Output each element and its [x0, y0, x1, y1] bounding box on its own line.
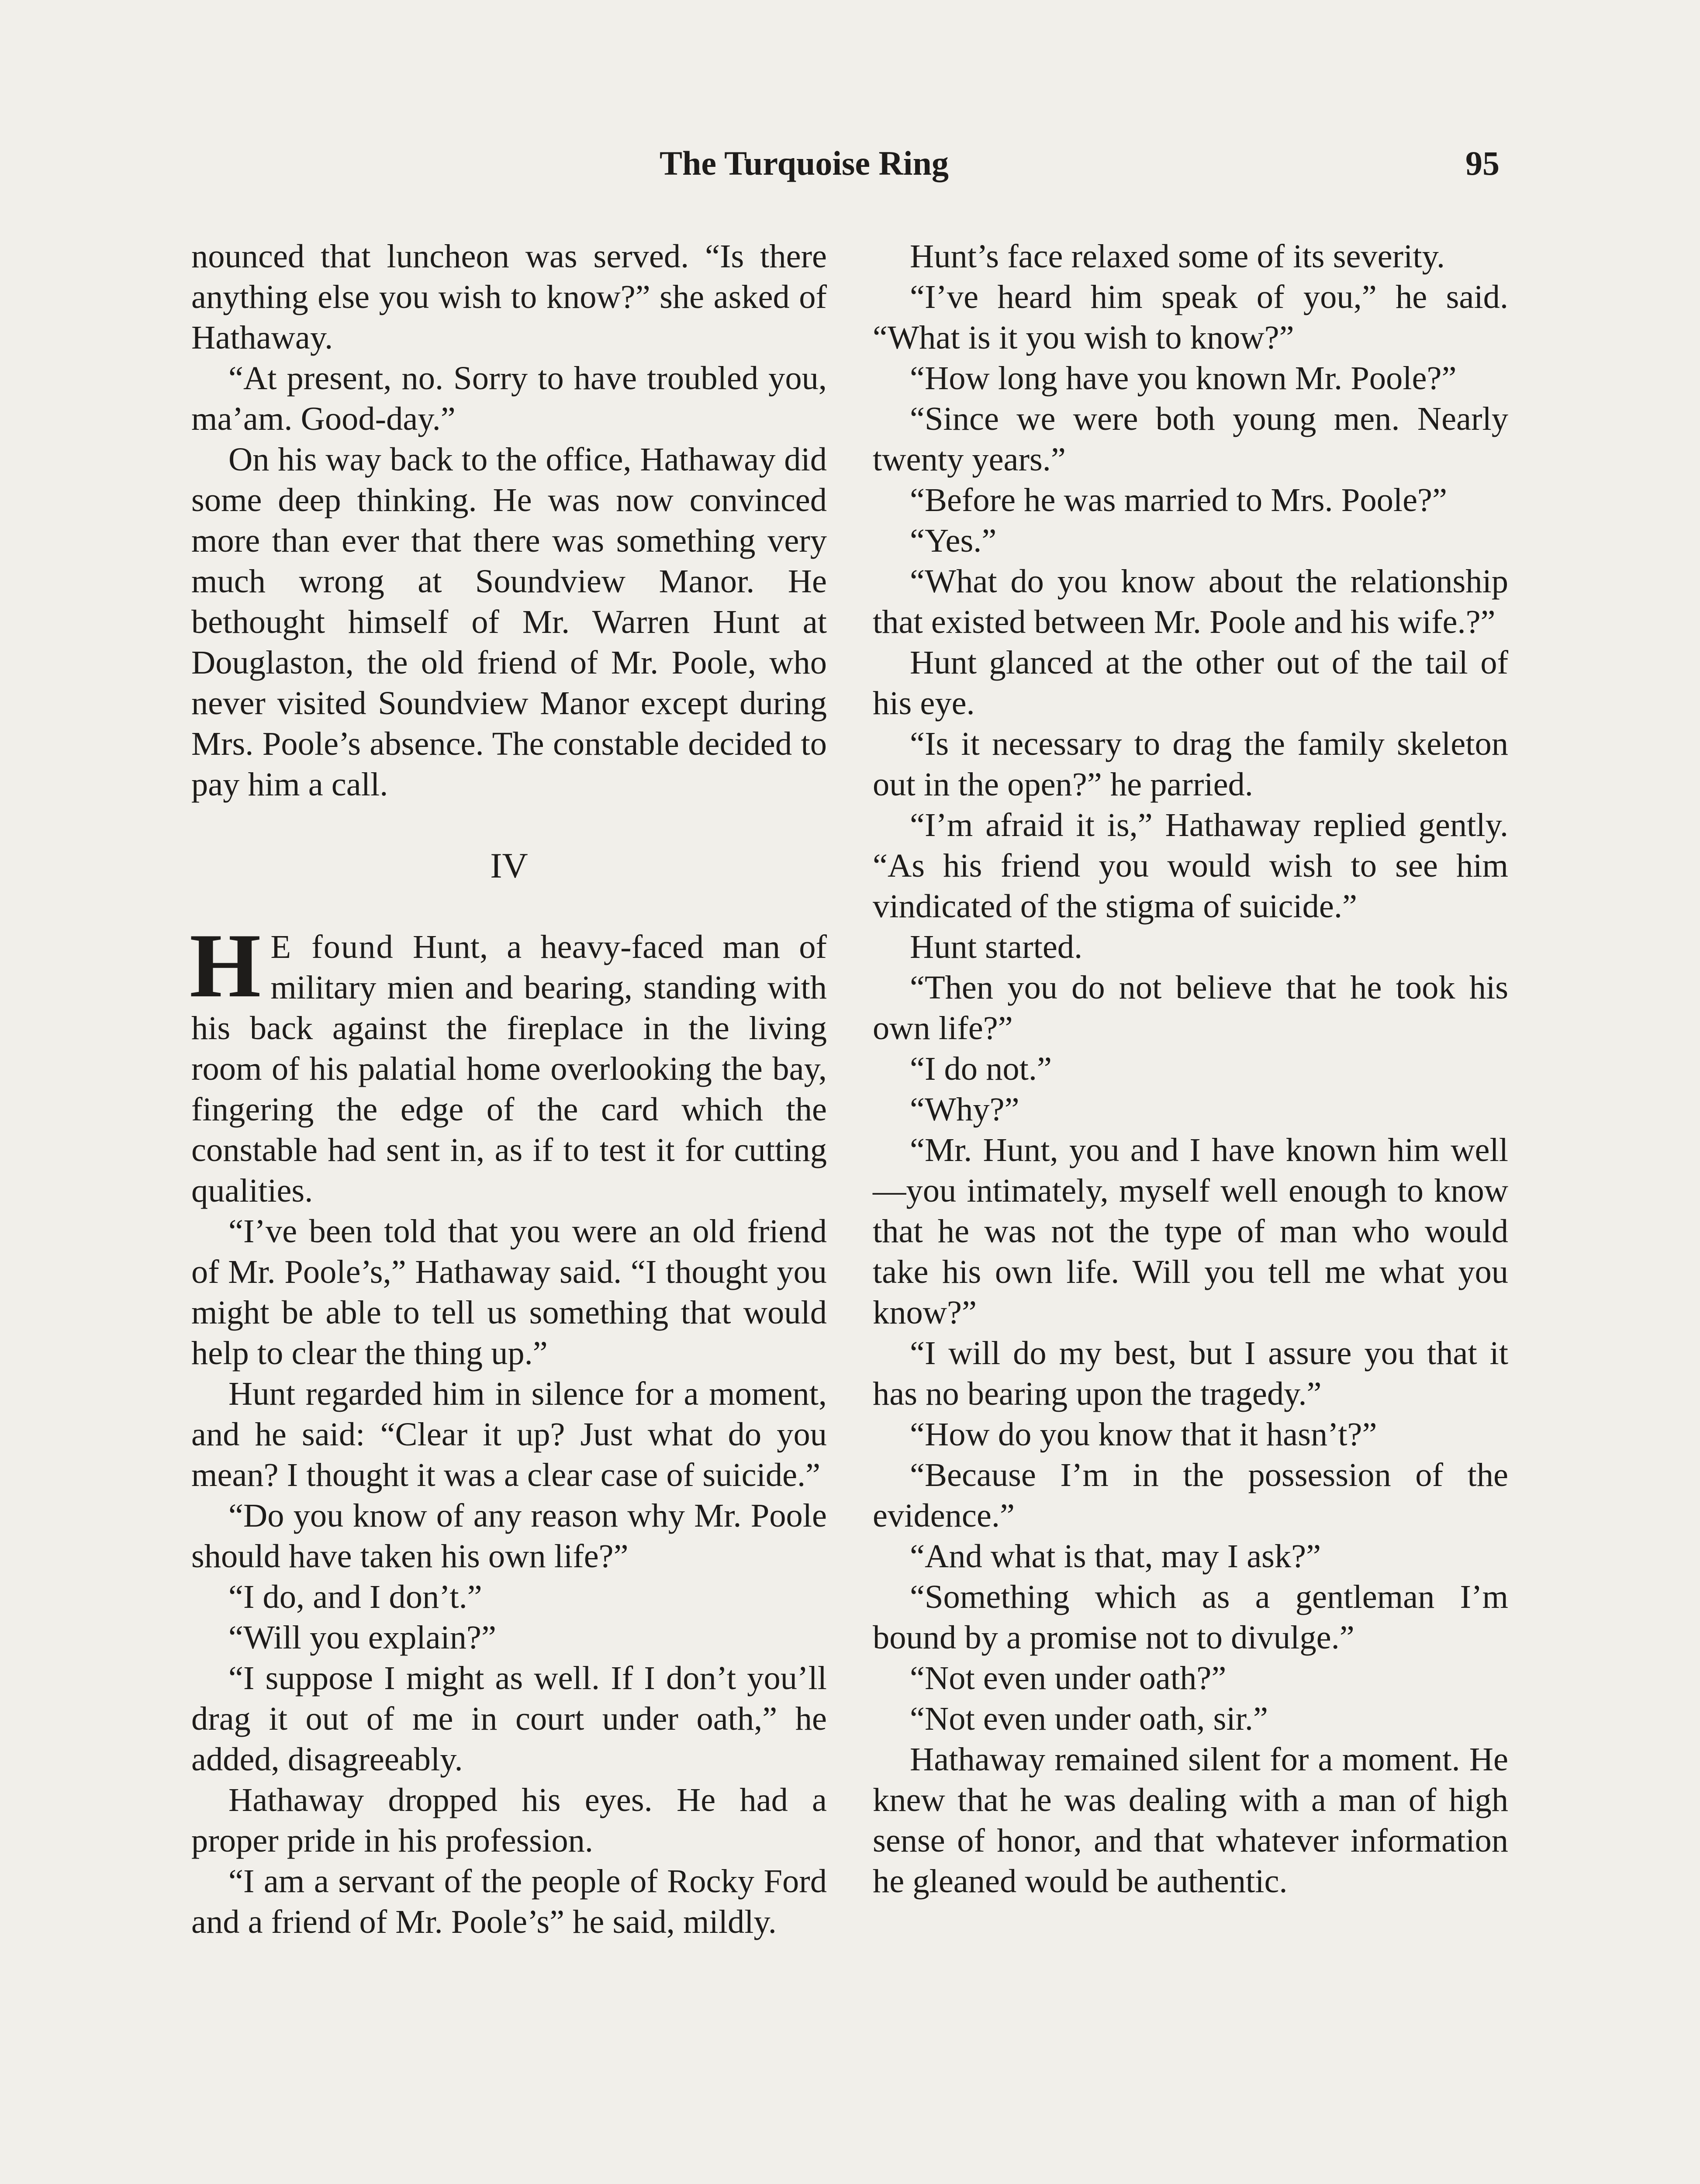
paragraph: Hathaway remained silent for a moment. He knew that he was dealing with a man of high sense of honor, and that whatever information he gleaned would be authentic.: [873, 1741, 1508, 1900]
paragraph: “How long have you known Mr. Poole?”: [910, 359, 1457, 397]
paragraph: “Mr. Hunt, you and I have known him well—you intimately, myself well enough to know that he was not the type of man who would take his own life. Will you tell me what you know?”: [873, 1131, 1508, 1331]
paragraph: Hunt’s face relaxed some of its severity.: [910, 238, 1445, 275]
paragraph: “Do you know of any reason why Mr. Poole should have taken his own life?”: [191, 1497, 827, 1575]
opening-text: Hunt, a heavy-faced man of military mien and bearing, standing with his back against the fireplace in the living room of his palatial home overlooking the bay, fingering the edge of the card which the constable had sent in, as if to test it for cutting qualities.: [191, 928, 827, 1209]
left-column: [191, 236, 827, 1942]
paragraph: “Since we were both young men. Nearly twenty years.”: [873, 400, 1508, 478]
paragraph: Hunt started.: [910, 928, 1083, 965]
paragraph: Hathaway dropped his eyes. He had a proper pride in his profession.: [191, 1781, 827, 1859]
paragraph: “Before he was married to Mrs. Poole?”: [910, 481, 1447, 518]
drop-cap: H: [190, 915, 261, 1016]
paragraph: “I do not.”: [910, 1050, 1052, 1087]
opening-words: E found: [270, 928, 394, 965]
paragraph: “Yes.”: [910, 522, 997, 559]
paragraph: “Something which as a gentleman I’m bound by a promise not to divulge.”: [873, 1578, 1508, 1656]
paragraph: “I do, and I don’t.”: [228, 1578, 482, 1615]
paragraph: “I will do my best, but I assure you that it has no bearing upon the tragedy.”: [873, 1334, 1508, 1412]
paragraph: “What do you know about the relationship that existed between Mr. Poole and his wife.?”: [873, 563, 1508, 640]
paragraph: “Because I’m in the possession of the evidence.”: [873, 1456, 1508, 1534]
paragraph: “At present, no. Sorry to have troubled you, ma’am. Good-day.”: [191, 359, 827, 437]
paragraph: “I’ve heard him speak of you,” he said. “What is it you wish to know?”: [873, 278, 1508, 356]
paragraph: “And what is that, may I ask?”: [910, 1538, 1321, 1575]
paragraph: “Not even under oath?”: [910, 1659, 1227, 1697]
paragraph: “Then you do not believe that he took his own life?”: [873, 969, 1508, 1047]
page-number: 95: [1465, 144, 1500, 182]
paragraph: Hunt regarded him in silence for a moment, and he said: “Clear it up? Just what do you mean? I thought it was a clear case of suicide.”: [191, 1375, 827, 1493]
paragraph: Hunt glanced at the other out of the tail of his eye.: [873, 644, 1508, 722]
paragraph: “Why?”: [910, 1091, 1019, 1128]
paragraph: “How do you know that it hasn’t?”: [910, 1416, 1377, 1453]
paragraph: “I’ve been told that you were an old friend of Mr. Poole’s,” Hathaway said. “I thought you might be able to tell us something that would help to clear the thing up.”: [191, 1213, 827, 1372]
paragraph: “Not even under oath, sir.”: [910, 1700, 1268, 1737]
paragraph: “I’m afraid it is,” Hathaway replied gently. “As his friend you would wish to see him vindicated of the stigma of suicide.”: [873, 806, 1508, 925]
chapter-opening-paragraph: [190, 915, 827, 1211]
section-heading: IV: [490, 846, 528, 885]
paragraph: On his way back to the office, Hathaway did some deep thinking. He was now convinced more than ever that there was something very much wrong at Soundview Manor. He bethought himself of Mr. Warren Hunt at Douglaston, the old friend of Mr. Poole, who never visited Soundview Manor except during Mrs. Poole’s absence. The constable decided to pay him a call.: [191, 441, 827, 803]
right-column: [873, 236, 1508, 1901]
paragraph: “I suppose I might as well. If I don’t you’ll drag it out of me in court under oath,” he added, disagreeably.: [191, 1659, 827, 1778]
running-title: The Turquoise Ring: [660, 144, 949, 182]
paragraph: “Will you explain?”: [228, 1619, 496, 1656]
paragraph: “Is it necessary to drag the family skeleton out in the open?” he parried.: [873, 725, 1508, 803]
paragraph: “I am a servant of the people of Rocky Ford and a friend of Mr. Poole’s” he said, mildly.: [191, 1863, 827, 1940]
paragraph: nounced that luncheon was served. “Is there anything else you wish to know?” she asked of Hathaway.: [191, 238, 827, 356]
